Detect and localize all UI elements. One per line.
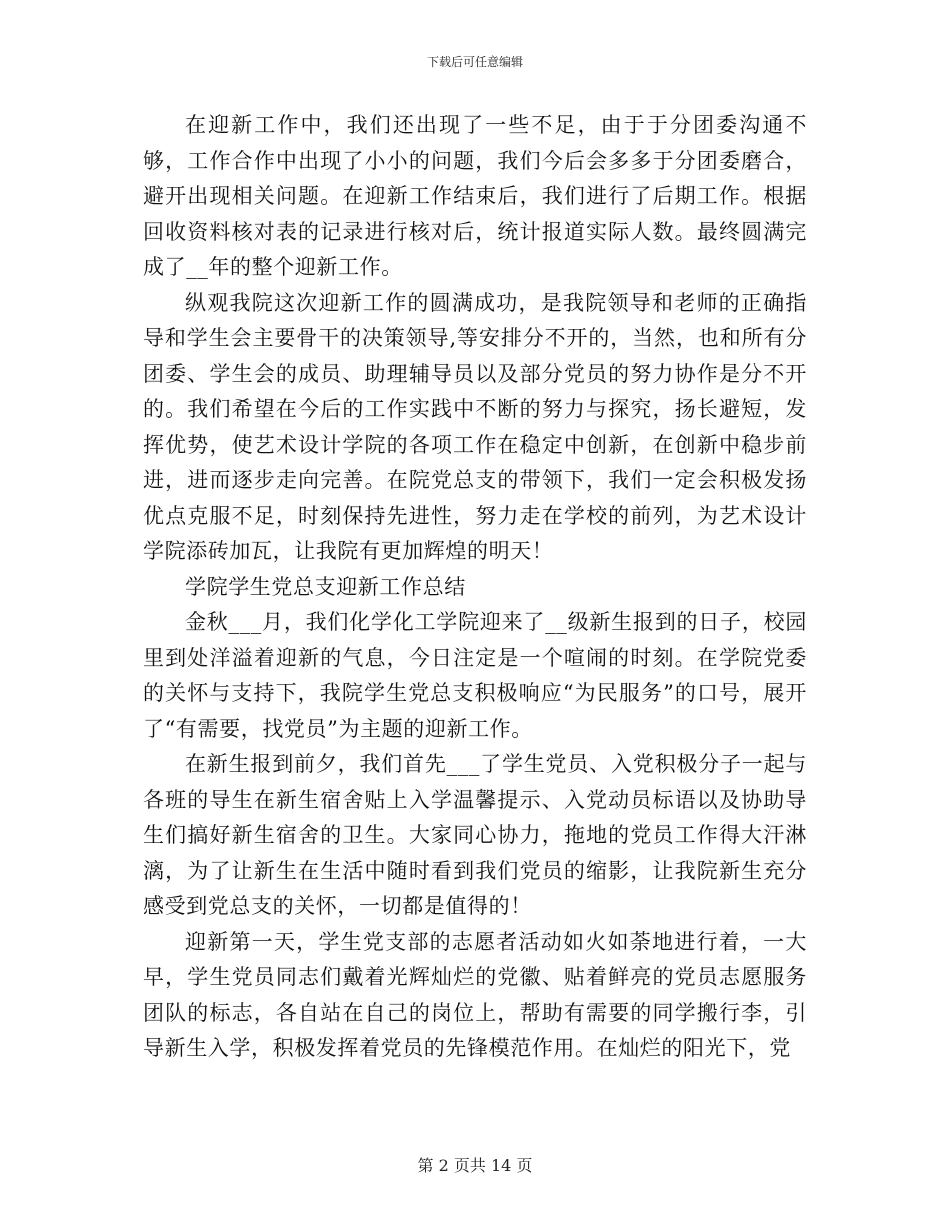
paragraph: 迎新第一天，学生党支部的志愿者活动如火如荼地进行着，一大早，学生党员同志们戴着光辉灿烂的党徽、贴着鲜亮的党员志愿服务团队的标志，各自站在自己的岗位上，帮助有需要的同学搬行李，引导新生入学，积极发挥着党员的先锋模范作用。在灿烂的阳光下，党 (143, 929, 807, 1060)
section-heading: 学院学生党总支迎新工作总结 (185, 574, 466, 599)
paragraph: 在迎新工作中，我们还出现了一些不足，由于于分团委沟通不够，工作合作中出现了小小的问题，我们今后会多多于分团委磨合，避开出现相关问题。在迎新工作结束后，我们进行了后期工作。根据回收资料核对表的记录进行核对后，统计报道实际人数。最终圆满完成了__年的整个迎新工作。 (143, 113, 807, 279)
page-header: 下载后可任意编辑 (426, 55, 523, 69)
paragraph: 金秋___月，我们化学化工学院迎来了__级新生报到的日子，校园里到处洋溢着迎新的气息，今日注定是一个喧闹的时刻。在学院党委的关怀与支持下，我院学生党总支积极响应“为民服务”的口号，展开了“有需要，找党员”为主题的迎新工作。 (143, 610, 807, 741)
document-body (143, 108, 807, 1067)
paragraph: 在新生报到前夕，我们首先___了学生党员、入党积极分子一起与各班的导生在新生宿舍贴上入学温馨提示、入党动员标语以及协助导生们搞好新生宿舍的卫生。大家同心协力，拖地的党员工作得大汗淋漓，为了让新生在生活中随时看到我们党员的缩影，让我院新生充分感受到党总支的关怀，一切都是值得的！ (143, 752, 807, 918)
page-footer: 第 2 页共 14 页 (417, 1156, 533, 1175)
paragraph: 纵观我院这次迎新工作的圆满成功，是我院领导和老师的正确指导和学生会主要骨干的决策领导,等安排分不开的，当然，也和所有分团委、学生会的成员、助理辅导员以及部分党员的努力协作是分不开的。我们希望在今后的工作实践中不断的努力与探究，扬长避短，发挥优势，使艺术设计学院的各项工作在稳定中创新，在创新中稳步前进，进而逐步走向完善。在院党总支的带领下，我们一定会积极发扬优点克服不足，时刻保持先进性，努力走在学校的前列，为艺术设计学院添砖加瓦，让我院有更加辉煌的明天！ (143, 290, 807, 563)
